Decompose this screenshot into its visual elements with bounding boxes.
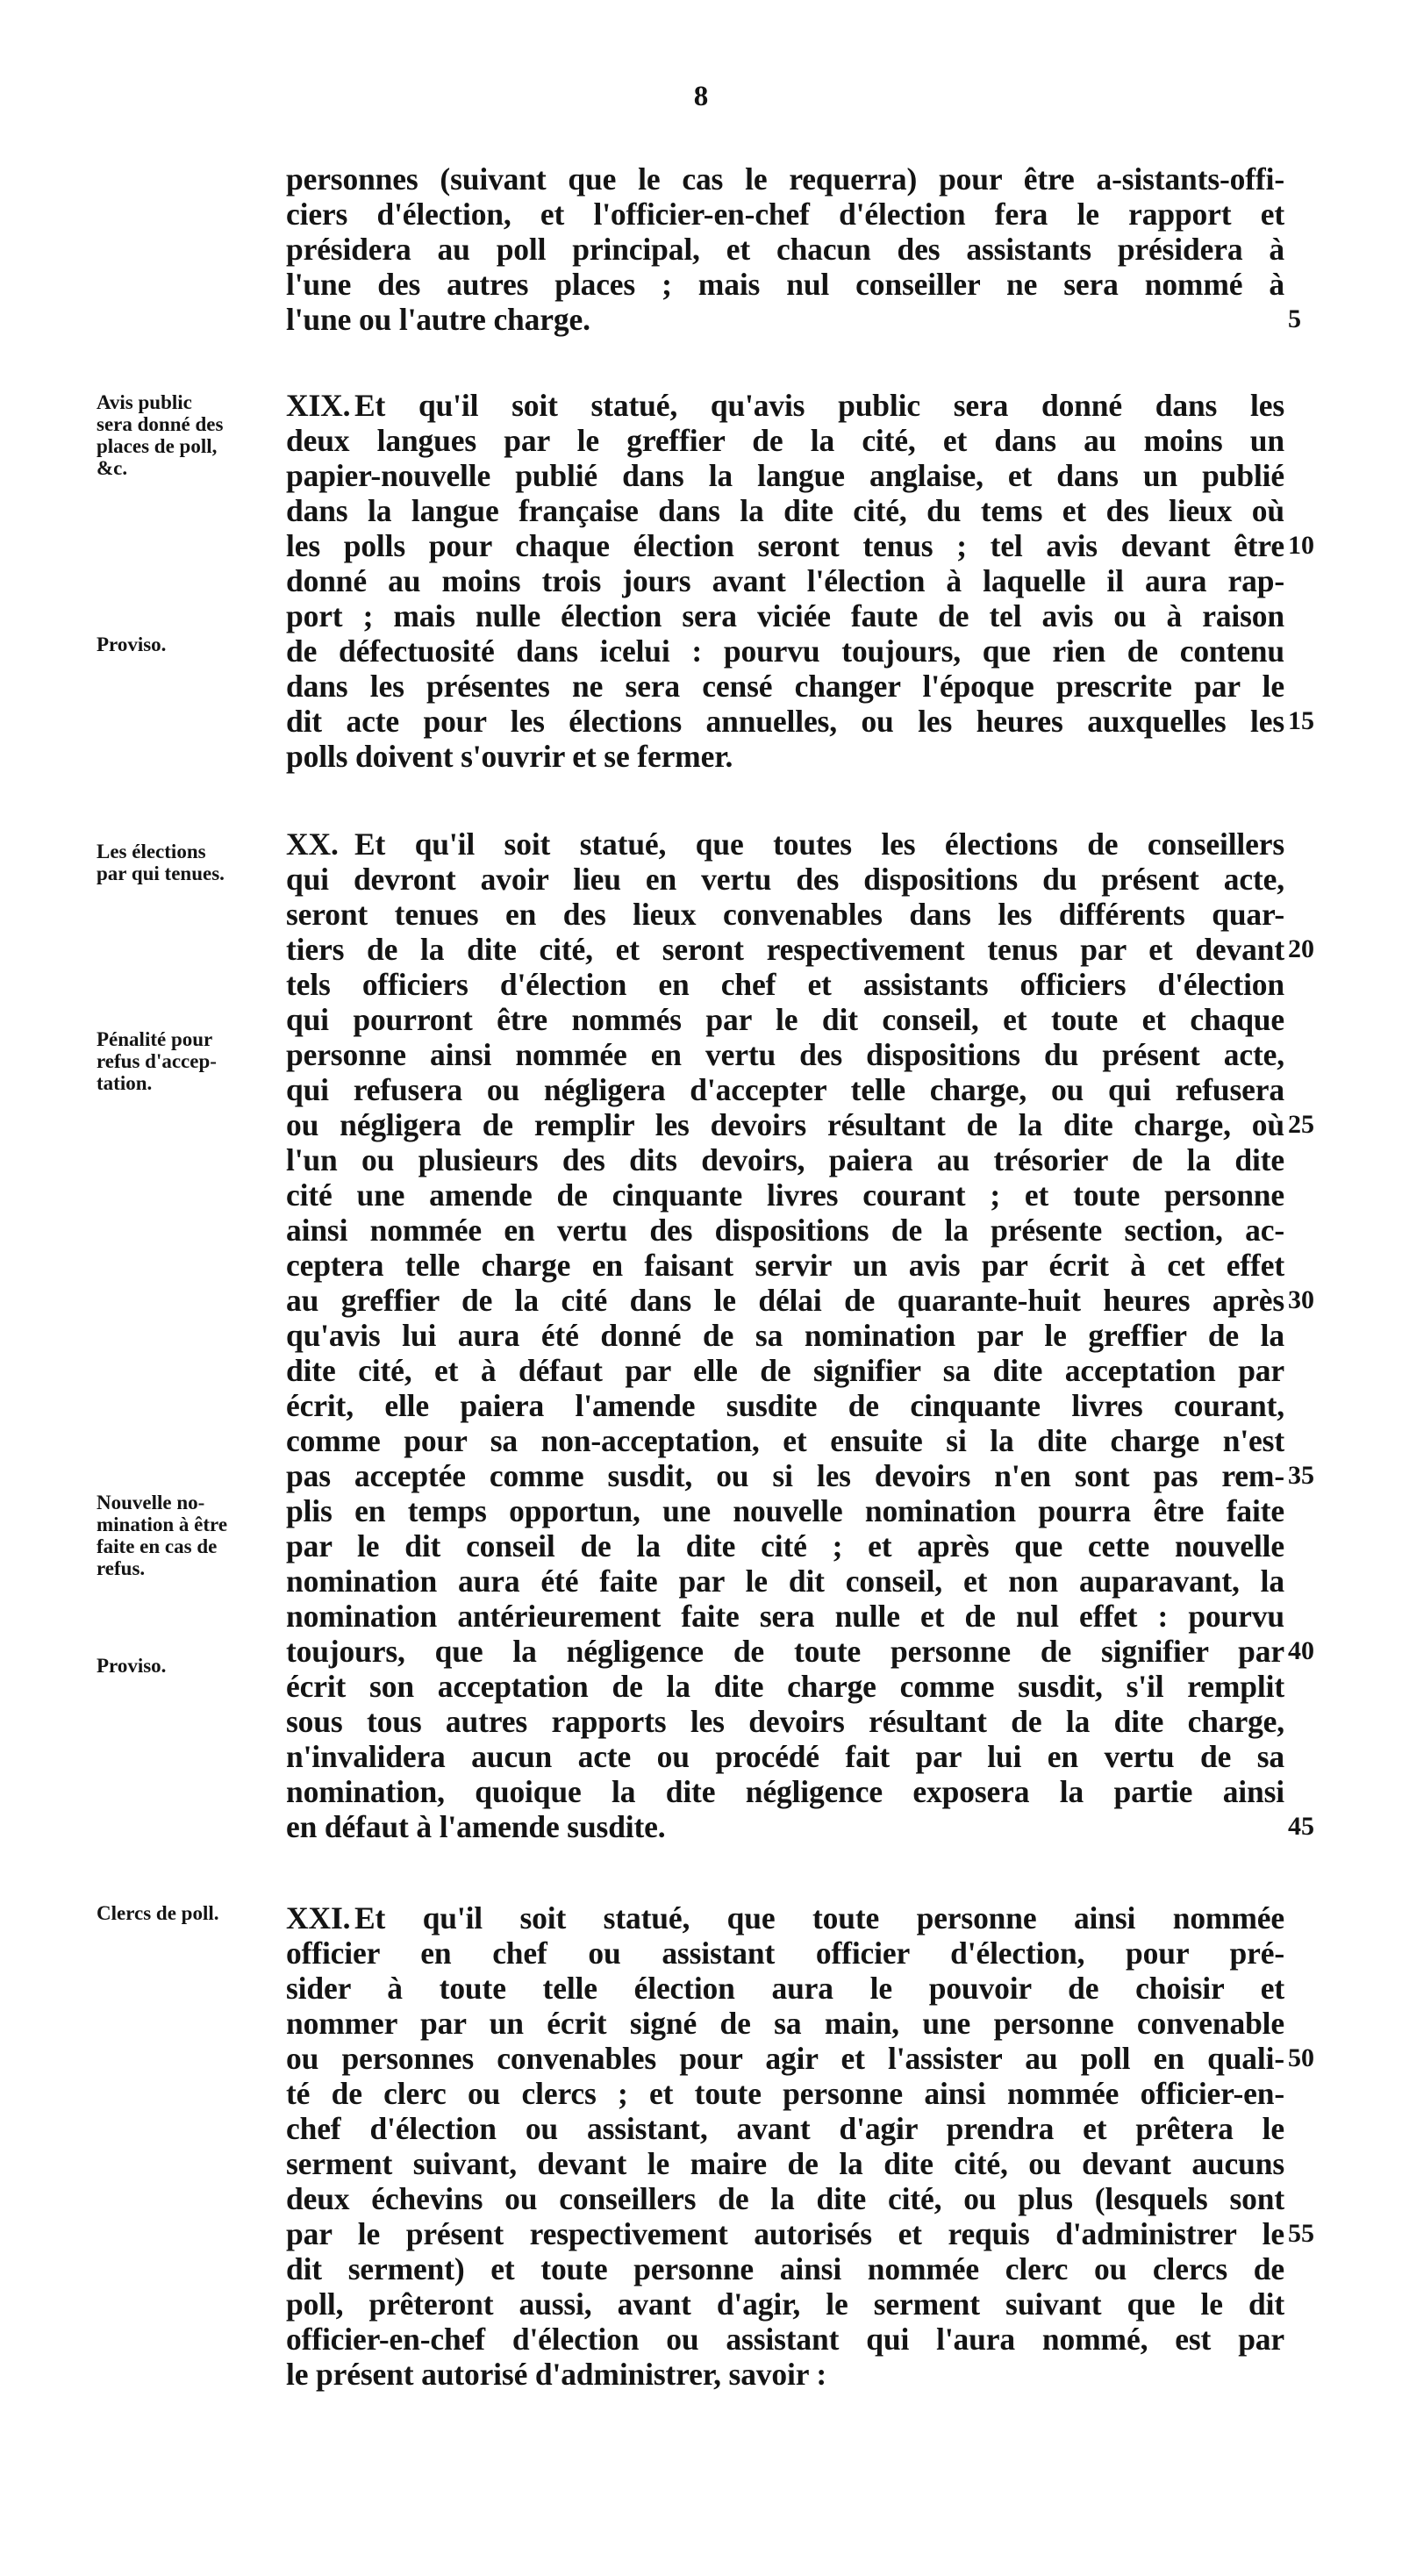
text-line: dit acte pour les élections annuelles, ou les heures auxquelles les	[286, 704, 1284, 739]
text-line: nomination antérieurement faite sera nulle et de nul effet : pourvu	[286, 1599, 1284, 1634]
margin-note	[97, 391, 281, 479]
text-line: en défaut à l'amende susdite.	[286, 1809, 666, 1844]
text-line: ciers d'élection, et l'officier-en-chef d'élection fera le rapport et	[286, 197, 1284, 232]
line-number: 50	[1288, 2043, 1314, 2072]
text-line: té de clerc ou clercs ; et toute personne ainsi nommée officier-en-	[286, 2076, 1284, 2111]
section-number: XX.	[286, 826, 339, 862]
text-line: écrit, elle paiera l'amende susdite de cinquante livres courant,	[286, 1388, 1284, 1423]
text-line: qui refusera ou négligera d'accepter telle charge, ou qui refusera	[286, 1072, 1284, 1107]
text-line: écrit son acceptation de la dite charge comme susdit, s'il remplit	[286, 1669, 1284, 1704]
text-line: les polls pour chaque élection seront tenus ; tel avis devant être	[286, 528, 1284, 563]
text-line: XIX. Et qu'il soit statué, qu'avis public sera donné dans les	[286, 388, 1284, 423]
margin-note	[97, 1492, 281, 1579]
section-number: XXI.	[286, 1900, 351, 1936]
margin-note-line: Pénalité pour	[97, 1028, 213, 1050]
text-line: cité une amende de cinquante livres courant ; et toute personne	[286, 1177, 1284, 1213]
text-line: ou négligera de remplir les devoirs résultant de la dite charge, où	[286, 1107, 1284, 1142]
margin-note	[97, 1655, 281, 1677]
margin-note-line: refus.	[97, 1557, 146, 1579]
margin-note-line: par qui tenues.	[97, 862, 225, 884]
text-line: l'un ou plusieurs des dits devoirs, paiera au trésorier de la dite	[286, 1142, 1284, 1177]
line-number: 30	[1288, 1285, 1314, 1314]
text-line: au greffier de la cité dans le délai de quarante-huit heures après	[286, 1283, 1284, 1318]
text-line: tiers de la dite cité, et seront respectivement tenus par et devant	[286, 932, 1284, 967]
text-line: serment suivant, devant le maire de la dite cité, ou devant aucuns	[286, 2146, 1284, 2181]
text-line: XX. Et qu'il soit statué, que toutes les élections de conseillers	[286, 826, 1284, 862]
page-number: 8	[693, 81, 709, 112]
text-line: deux échevins ou conseillers de la dite cité, ou plus (lesquels sont	[286, 2181, 1284, 2216]
margin-note-line: Proviso.	[97, 1655, 167, 1677]
text-line: polls doivent s'ouvrir et se fermer.	[286, 739, 733, 774]
text-line: port ; mais nulle élection sera viciée faute de tel avis ou à raison	[286, 598, 1284, 633]
text-line: ou personnes convenables pour agir et l'assister au poll en quali-	[286, 2041, 1284, 2076]
text-line: nomination aura été faite par le dit conseil, et non auparavant, la	[286, 1563, 1284, 1599]
text-line: dans les présentes ne sera censé changer l'époque prescrite par le	[286, 669, 1284, 704]
text-line: ainsi nommée en vertu des dispositions de la présente section, ac-	[286, 1213, 1284, 1248]
text-line: nomination, quoique la dite négligence exposera la partie ainsi	[286, 1774, 1284, 1809]
margin-note-line: &c.	[97, 457, 128, 479]
margin-note-line: Avis public	[97, 391, 192, 413]
margin-note	[97, 633, 281, 655]
text-line: papier-nouvelle publié dans la langue anglaise, et dans un publié	[286, 458, 1284, 493]
margin-note-line: places de poll,	[97, 435, 218, 457]
text-line: officier-en-chef d'élection ou assistant qui l'aura nommé, est par	[286, 2322, 1284, 2357]
line-number: 10	[1288, 531, 1314, 560]
text-line: par le dit conseil de la dite cité ; et après que cette nouvelle	[286, 1528, 1284, 1563]
margin-note-line: refus d'accep-	[97, 1050, 217, 1072]
text-line: XXI. Et qu'il soit statué, que toute personne ainsi nommée	[286, 1900, 1284, 1936]
text-line: personnes (suivant que le cas le requerra) pour être a-sistants-offi-	[286, 161, 1284, 197]
text-line: donné au moins trois jours avant l'élection à laquelle il aura rap-	[286, 563, 1284, 598]
margin-note-line: Nouvelle no-	[97, 1492, 205, 1513]
line-number: 25	[1288, 1110, 1314, 1139]
text-line: sous tous autres rapports les devoirs résultant de la dite charge,	[286, 1704, 1284, 1739]
line-number: 15	[1288, 706, 1314, 735]
text-line: dans la langue française dans la dite cité, du tems et des lieux où	[286, 493, 1284, 528]
text-line: poll, prêteront aussi, avant d'agir, le serment suivant que le dit	[286, 2286, 1284, 2322]
text-line: dite cité, et à défaut par elle de signifier sa dite acceptation par	[286, 1353, 1284, 1388]
margin-note-line: mination à être	[97, 1513, 228, 1535]
text-line: de défectuosité dans icelui : pourvu toujours, que rien de contenu	[286, 633, 1284, 669]
text-line: ceptera telle charge en faisant servir un avis par écrit à cet effet	[286, 1248, 1284, 1283]
margin-note	[97, 841, 281, 884]
text-line: par le présent respectivement autorisés et requis d'administrer le	[286, 2216, 1284, 2251]
text-line: dit serment) et toute personne ainsi nommée clerc ou clercs de	[286, 2251, 1284, 2286]
text-line: tels officiers d'élection en chef et assistants officiers d'élection	[286, 967, 1284, 1002]
text-line: seront tenues en des lieux convenables dans les différents quar-	[286, 897, 1284, 932]
text-line: toujours, que la négligence de toute personne de signifier par	[286, 1634, 1284, 1669]
line-number: 35	[1288, 1461, 1314, 1490]
section-number: XIX.	[286, 388, 351, 423]
line-number: 40	[1288, 1636, 1314, 1665]
text-line: présidera au poll principal, et chacun des assistants présidera à	[286, 232, 1284, 267]
margin-note-line: tation.	[97, 1072, 153, 1094]
text-line: nommer par un écrit signé de sa main, une personne convenable	[286, 2006, 1284, 2041]
margin-note	[97, 1902, 281, 1924]
text-line: n'invalidera aucun acte ou procédé fait par lui en vertu de sa	[286, 1739, 1284, 1774]
margin-note-line: Proviso.	[97, 633, 167, 655]
text-line: comme pour sa non-acceptation, et ensuite si la dite charge n'est	[286, 1423, 1284, 1458]
text-line: pas acceptée comme susdit, ou si les devoirs n'en sont pas rem-	[286, 1458, 1284, 1493]
text-line: l'une ou l'autre charge.	[286, 302, 590, 337]
margin-note-line: Les élections	[97, 841, 206, 862]
text-line: le présent autorisé d'administrer, savoir :	[286, 2357, 827, 2392]
line-number: 45	[1288, 1812, 1314, 1841]
text-line: plis en temps opportun, une nouvelle nomination pourra être faite	[286, 1493, 1284, 1528]
text-line: chef d'élection ou assistant, avant d'agir prendra et prêtera le	[286, 2111, 1284, 2146]
line-number: 20	[1288, 934, 1314, 963]
text-line: l'une des autres places ; mais nul conseiller ne sera nommé à	[286, 267, 1284, 302]
line-number: 55	[1288, 2219, 1314, 2248]
margin-note-line: Clercs de poll.	[97, 1902, 219, 1924]
text-line: personne ainsi nommée en vertu des dispositions du présent acte,	[286, 1037, 1284, 1072]
text-line: qui devront avoir lieu en vertu des dispositions du présent acte,	[286, 862, 1284, 897]
margin-note-line: faite en cas de	[97, 1535, 218, 1557]
text-line: deux langues par le greffier de la cité, et dans au moins un	[286, 423, 1284, 458]
margin-note	[97, 1028, 281, 1094]
text-line: qu'avis lui aura été donné de sa nomination par le greffier de la	[286, 1318, 1284, 1353]
text-line: officier en chef ou assistant officier d'élection, pour pré-	[286, 1936, 1284, 1971]
text-line: qui pourront être nommés par le dit conseil, et toute et chaque	[286, 1002, 1284, 1037]
margin-note-line: sera donné des	[97, 413, 224, 435]
line-number: 5	[1288, 304, 1301, 333]
text-line: sider à toute telle élection aura le pouvoir de choisir et	[286, 1971, 1284, 2006]
